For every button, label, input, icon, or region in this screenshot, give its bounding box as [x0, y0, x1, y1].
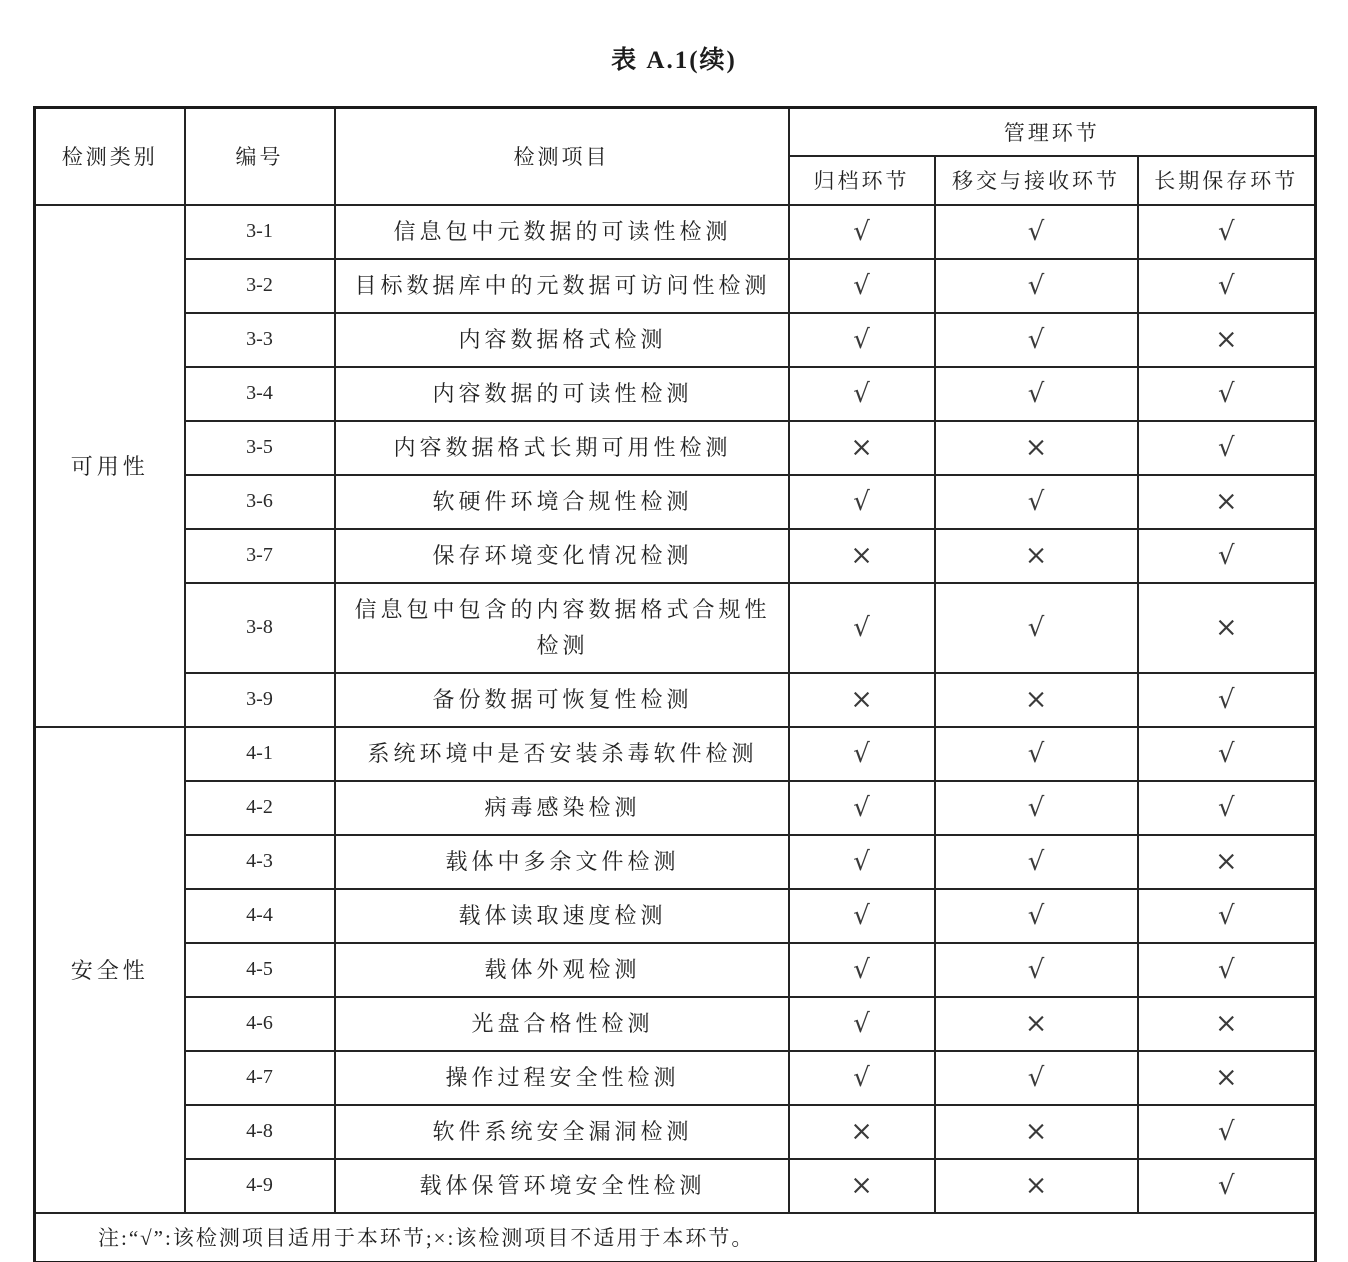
row-number-cell: 4-3	[185, 835, 335, 889]
table-row	[35, 889, 1316, 943]
inspection-table	[33, 106, 1317, 1262]
table-row	[35, 673, 1316, 727]
check-mark: √	[935, 835, 1138, 889]
item-cell: 光盘合格性检测	[335, 997, 789, 1051]
cross-mark: ×	[1138, 835, 1316, 889]
row-number-cell: 4-1	[185, 727, 335, 781]
check-mark: √	[935, 367, 1138, 421]
table-row	[35, 583, 1316, 673]
item-cell: 信息包中元数据的可读性检测	[335, 205, 789, 259]
check-mark: √	[935, 583, 1138, 673]
check-mark: √	[935, 781, 1138, 835]
check-mark: √	[789, 313, 935, 367]
row-number-cell: 3-5	[185, 421, 335, 475]
table-row	[35, 529, 1316, 583]
check-mark: √	[1138, 943, 1316, 997]
check-mark: √	[1138, 1105, 1316, 1159]
table-row	[35, 421, 1316, 475]
check-mark: √	[935, 889, 1138, 943]
table-row	[35, 367, 1316, 421]
row-number-cell: 4-8	[185, 1105, 335, 1159]
check-mark: √	[1138, 421, 1316, 475]
row-number-cell: 4-5	[185, 943, 335, 997]
check-mark: √	[789, 205, 935, 259]
cross-mark: ×	[935, 421, 1138, 475]
cross-mark: ×	[935, 1105, 1138, 1159]
item-cell: 信息包中包含的内容数据格式合规性检测	[335, 583, 789, 673]
header-category: 检测类别	[35, 108, 185, 205]
check-mark: √	[789, 259, 935, 313]
check-mark: √	[1138, 367, 1316, 421]
table-row	[35, 835, 1316, 889]
header-sub-transfer: 移交与接收环节	[935, 156, 1138, 205]
table-row	[35, 1159, 1316, 1213]
table-row	[35, 781, 1316, 835]
check-mark: √	[1138, 259, 1316, 313]
check-mark: √	[1138, 673, 1316, 727]
item-cell: 载体外观检测	[335, 943, 789, 997]
table-row	[35, 943, 1316, 997]
check-mark: √	[935, 259, 1138, 313]
cross-mark: ×	[1138, 313, 1316, 367]
check-mark: √	[789, 943, 935, 997]
row-number-cell: 3-4	[185, 367, 335, 421]
table-row	[35, 997, 1316, 1051]
table-footer	[35, 1213, 1316, 1262]
table-row	[35, 1105, 1316, 1159]
item-cell: 内容数据格式长期可用性检测	[335, 421, 789, 475]
header-sub-longterm: 长期保存环节	[1138, 156, 1316, 205]
item-cell: 系统环境中是否安装杀毒软件检测	[335, 727, 789, 781]
check-mark: √	[789, 835, 935, 889]
item-cell: 软硬件环境合规性检测	[335, 475, 789, 529]
table-body	[35, 205, 1316, 1213]
row-number-cell: 4-2	[185, 781, 335, 835]
table-row	[35, 259, 1316, 313]
check-mark: √	[789, 889, 935, 943]
row-number-cell: 3-9	[185, 673, 335, 727]
cross-mark: ×	[789, 673, 935, 727]
check-mark: √	[789, 997, 935, 1051]
check-mark: √	[1138, 781, 1316, 835]
check-mark: √	[789, 727, 935, 781]
check-mark: √	[789, 781, 935, 835]
note-row	[35, 1213, 1316, 1262]
cross-mark: ×	[935, 997, 1138, 1051]
check-mark: √	[935, 1051, 1138, 1105]
item-cell: 载体保管环境安全性检测	[335, 1159, 789, 1213]
cross-mark: ×	[935, 1159, 1138, 1213]
row-number-cell: 3-8	[185, 583, 335, 673]
header-number: 编号	[185, 108, 335, 205]
check-mark: √	[1138, 889, 1316, 943]
row-number-cell: 3-7	[185, 529, 335, 583]
header-item: 检测项目	[335, 108, 789, 205]
cross-mark: ×	[935, 673, 1138, 727]
row-number-cell: 3-6	[185, 475, 335, 529]
cross-mark: ×	[789, 421, 935, 475]
category-cell: 可用性	[35, 205, 185, 727]
cross-mark: ×	[1138, 997, 1316, 1051]
item-cell: 病毒感染检测	[335, 781, 789, 835]
cross-mark: ×	[789, 1105, 935, 1159]
check-mark: √	[935, 727, 1138, 781]
item-cell: 载体中多余文件检测	[335, 835, 789, 889]
row-number-cell: 4-9	[185, 1159, 335, 1213]
item-cell: 备份数据可恢复性检测	[335, 673, 789, 727]
table-row	[35, 1051, 1316, 1105]
table-container	[33, 106, 1314, 1262]
table-header	[35, 108, 1316, 205]
item-cell: 内容数据格式检测	[335, 313, 789, 367]
row-number-cell: 4-6	[185, 997, 335, 1051]
check-mark: √	[935, 475, 1138, 529]
cross-mark: ×	[789, 1159, 935, 1213]
table-row	[35, 313, 1316, 367]
item-cell: 目标数据库中的元数据可访问性检测	[335, 259, 789, 313]
cross-mark: ×	[1138, 475, 1316, 529]
table-note: 注:“√”:该检测项目适用于本环节;×:该检测项目不适用于本环节。	[35, 1213, 1316, 1262]
table-row	[35, 727, 1316, 781]
check-mark: √	[789, 583, 935, 673]
check-mark: √	[1138, 529, 1316, 583]
cross-mark: ×	[935, 529, 1138, 583]
table-title: 表 A.1(续)	[611, 47, 737, 74]
table-row	[35, 205, 1316, 259]
check-mark: √	[789, 367, 935, 421]
check-mark: √	[1138, 1159, 1316, 1213]
header-row-1	[35, 108, 1316, 156]
row-number-cell: 4-7	[185, 1051, 335, 1105]
cross-mark: ×	[1138, 1051, 1316, 1105]
check-mark: √	[1138, 205, 1316, 259]
check-mark: √	[789, 475, 935, 529]
cross-mark: ×	[1138, 583, 1316, 673]
check-mark: √	[935, 943, 1138, 997]
category-cell: 安全性	[35, 727, 185, 1213]
item-cell: 操作过程安全性检测	[335, 1051, 789, 1105]
row-number-cell: 3-1	[185, 205, 335, 259]
row-number-cell: 4-4	[185, 889, 335, 943]
item-cell: 保存环境变化情况检测	[335, 529, 789, 583]
header-sub-archive: 归档环节	[789, 156, 935, 205]
item-cell: 软件系统安全漏洞检测	[335, 1105, 789, 1159]
check-mark: √	[935, 313, 1138, 367]
check-mark: √	[789, 1051, 935, 1105]
item-cell: 载体读取速度检测	[335, 889, 789, 943]
header-management: 管理环节	[789, 108, 1316, 156]
row-number-cell: 3-2	[185, 259, 335, 313]
row-number-cell: 3-3	[185, 313, 335, 367]
check-mark: √	[1138, 727, 1316, 781]
cross-mark: ×	[789, 529, 935, 583]
item-cell: 内容数据的可读性检测	[335, 367, 789, 421]
table-row	[35, 475, 1316, 529]
check-mark: √	[935, 205, 1138, 259]
